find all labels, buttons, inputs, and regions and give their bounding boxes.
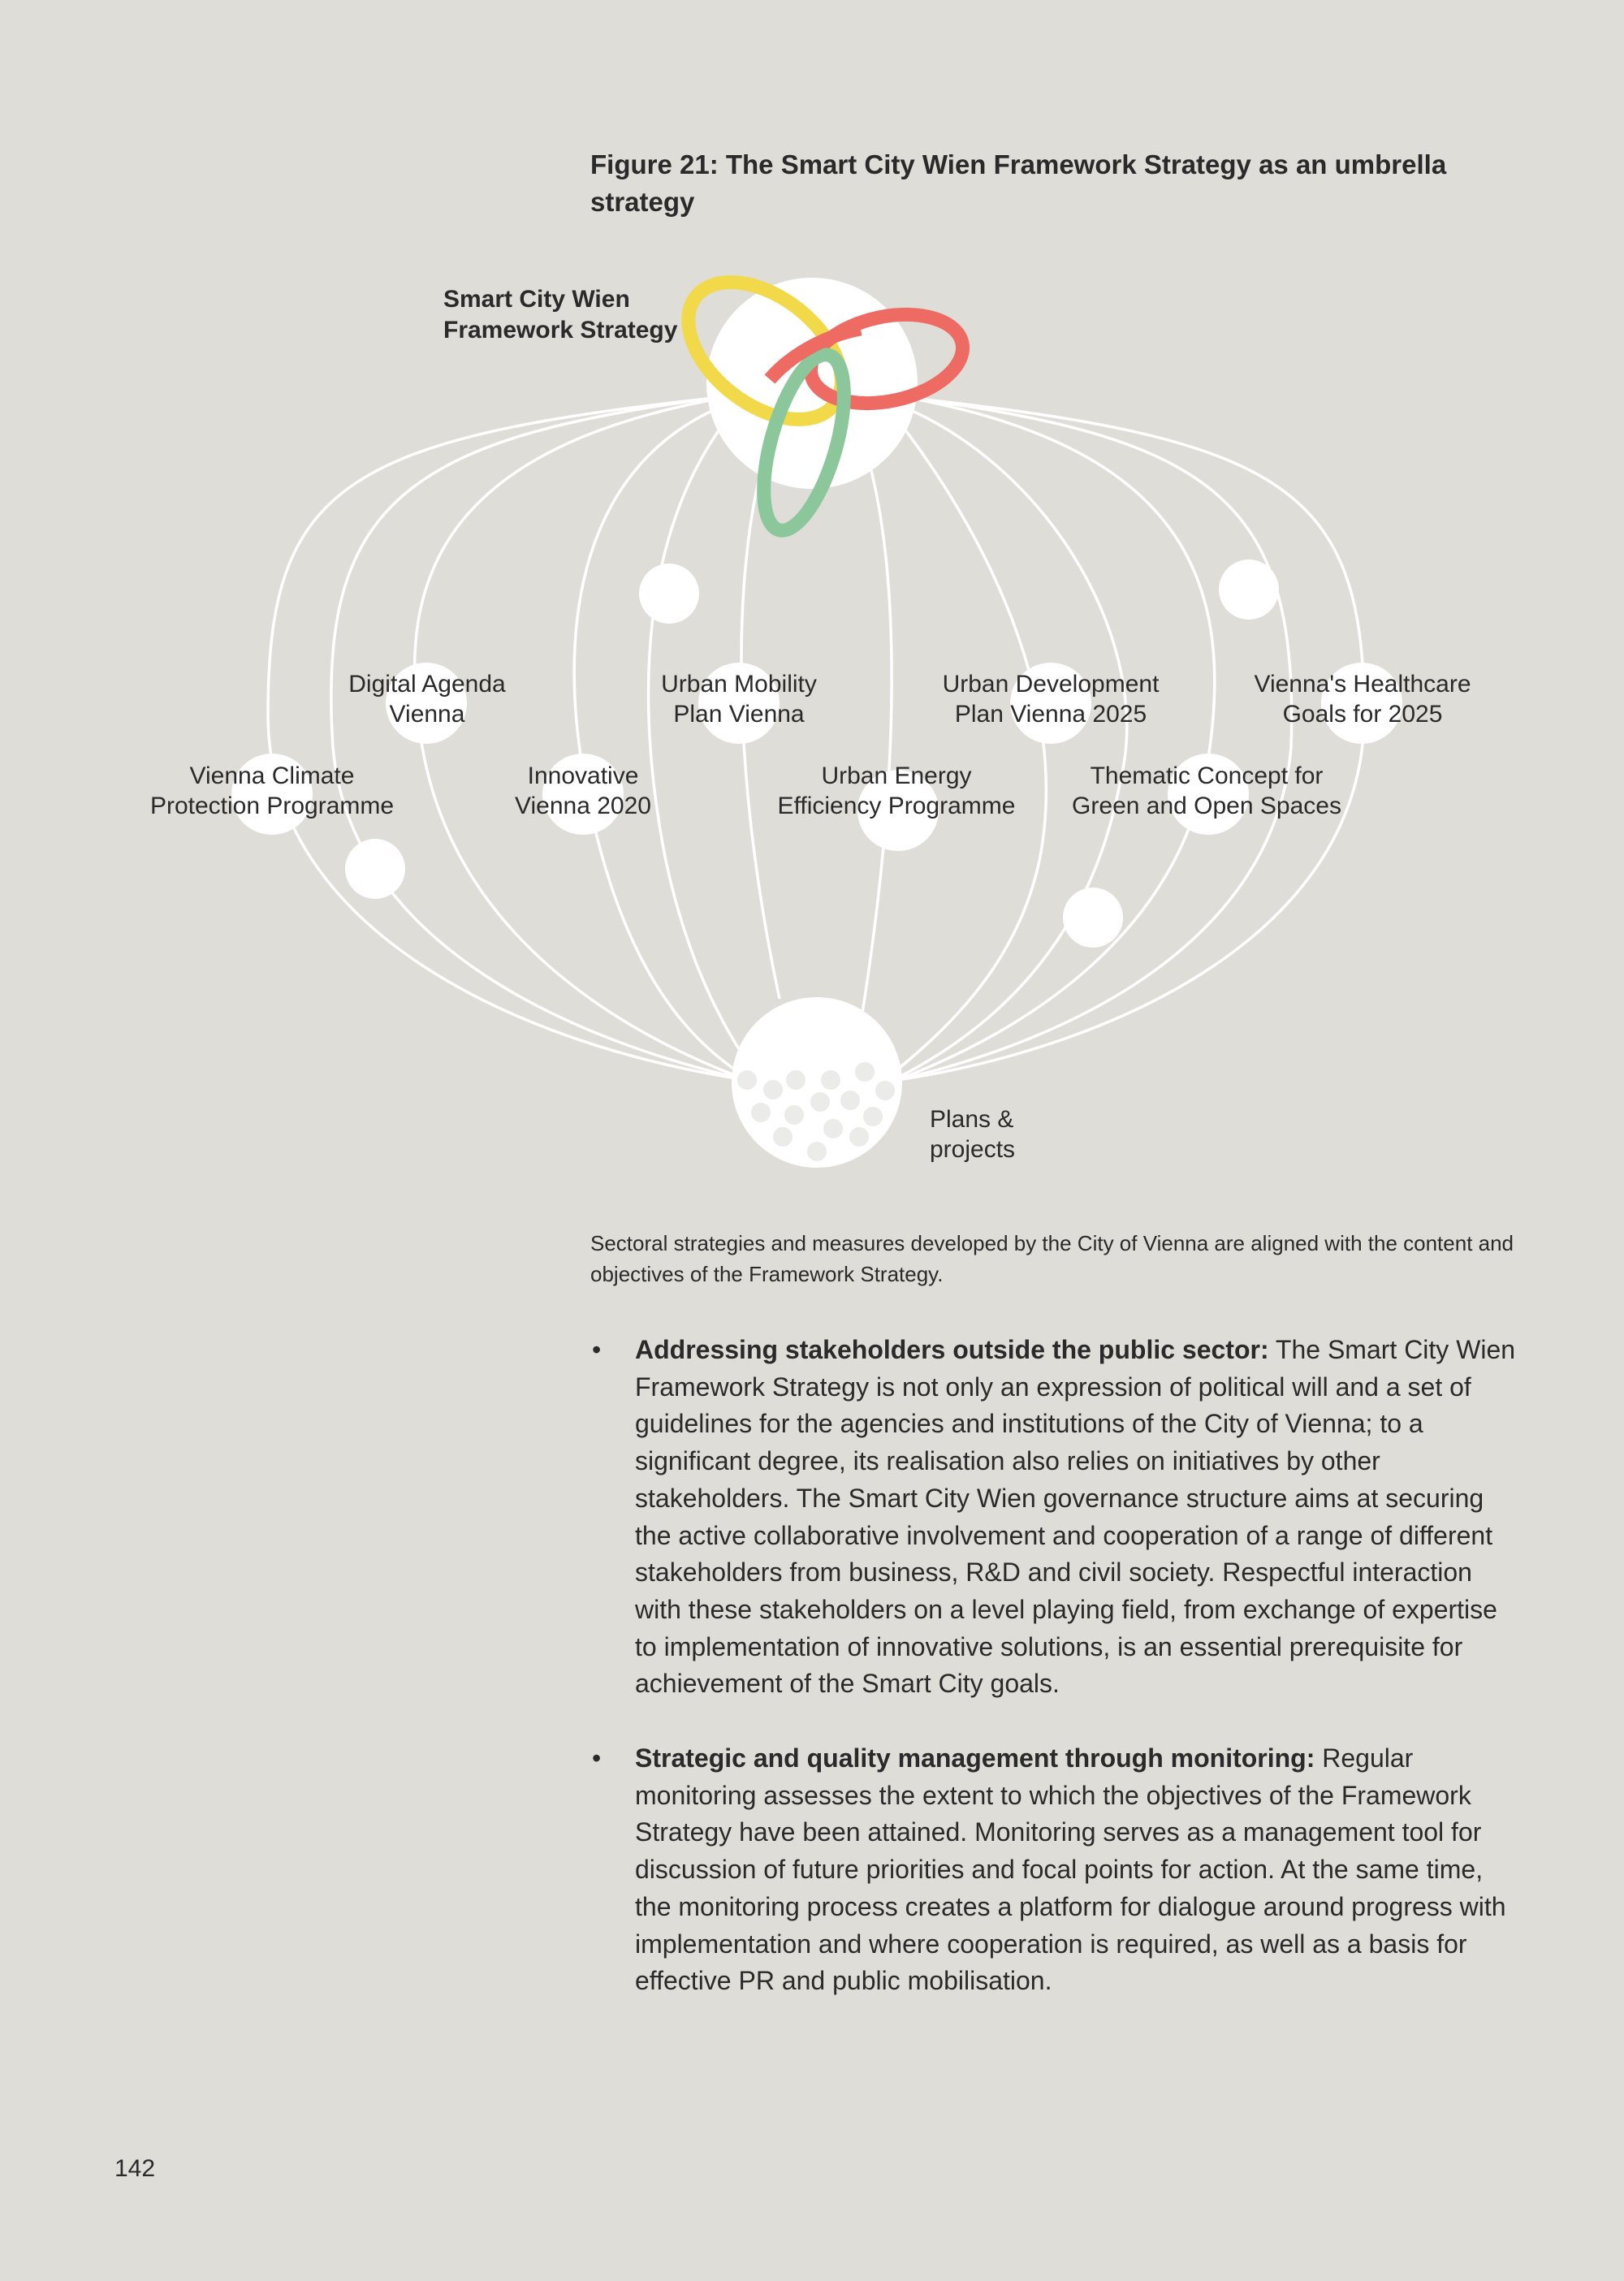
label-digital-agenda: Digital Agenda Vienna [348, 671, 506, 728]
label-innovative-vienna: Innovative Vienna 2020 [515, 762, 651, 819]
strategy-nodes [231, 559, 1402, 948]
connector-line [331, 398, 747, 1080]
framework-strategy-label: Smart City Wien Framework Strategy [443, 286, 678, 343]
label-urban-mobility: Urban Mobility Plan Vienna [661, 671, 817, 728]
figure-title: Figure 21: The Smart City Wien Framework Strategy as an umbrella strategy [590, 149, 1447, 217]
node-unlabeled [1219, 559, 1279, 620]
label-climate-protection: Vienna Climate Protection Programme [149, 762, 395, 819]
bullet-dot: • [592, 1335, 602, 1364]
label-green-open-spaces: Thematic Concept for Green and Open Spaces [1072, 762, 1341, 819]
node-unlabeled [345, 839, 405, 899]
connector-line [268, 398, 747, 1080]
connector-line [861, 447, 892, 1023]
plans-projects-ball [732, 997, 902, 1168]
node-unlabeled [1063, 888, 1123, 948]
page-number: 142 [114, 2155, 156, 2182]
label-urban-energy: Urban Energy Efficiency Programme [777, 762, 1016, 819]
bullet-item [590, 1740, 1524, 2000]
node-unlabeled [639, 564, 699, 624]
connector-line [897, 398, 1364, 1080]
bullet-heading: Strategic and quality management through monitoring: [635, 1743, 1315, 1773]
connector-line [893, 406, 1127, 1080]
figure-caption: Sectoral strategies and measures developed by the City of Vienna are aligned with the content and objectives of the Framework Strategy. [590, 1231, 1514, 1286]
label-healthcare-goals: Vienna's Healthcare Goals for 2025 [1254, 671, 1471, 728]
bullet-item [590, 1332, 1524, 1703]
connector-line [574, 406, 751, 1080]
bullet-dot: • [592, 1743, 602, 1773]
connector-line [885, 414, 1046, 1080]
bullet-list [590, 1332, 1524, 2037]
plans-projects-label: Plans & projects [930, 1106, 1016, 1163]
bullet-text: The Smart City Wien Framework Strategy is not only an expression of political will and a set of guidelines for the agencies and institutions of the City of Vienna; to a significant degree, its realisation also relies on initiatives by other stakeholders. The Smart City Wien governance structure aims at securing the active collaborative involvement and cooperation of a range of different stakeholders from business, R&D and civil society. Respectful interaction with these stakeholders on a level playing field, from exchange of expertise to implementation of innovative solutions, is an essential prerequisite for achievement of the Smart City goals. [635, 1335, 1516, 1699]
label-urban-development: Urban Development Plan Vienna 2025 [942, 671, 1160, 728]
bullet-text: Regular monitoring assesses the extent to which the objectives of the Framework Strategy have been attained. Monitoring serves as a management tool for discussion of future priorities and focal points for action. At the same time, the monitoring process creates a platform for dialogue around progress with implementation and where cooperation is required, as well as a basis for effective PR and public mobilisation. [635, 1743, 1506, 1996]
bullet-heading: Addressing stakeholders outside the public sector: [635, 1335, 1269, 1364]
connector-line [415, 398, 747, 1080]
connector-line [897, 398, 1292, 1080]
